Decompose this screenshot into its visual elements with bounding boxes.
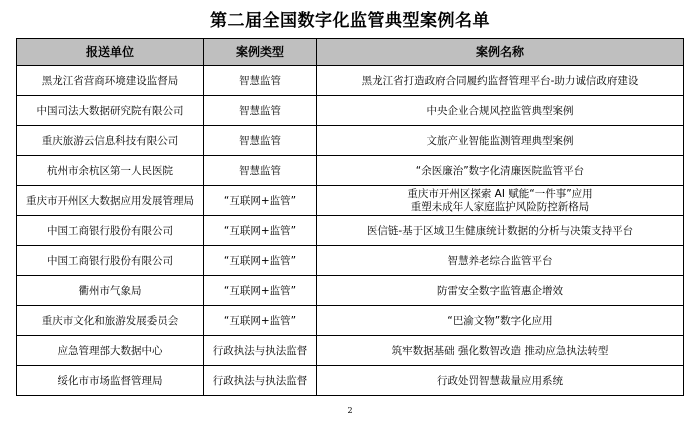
cell-case-type: 智慧监管 (204, 156, 317, 186)
cell-reporting-unit: 重庆市开州区大数据应用发展管理局 (17, 186, 204, 216)
table-row (17, 216, 684, 246)
cell-reporting-unit: 黑龙江省营商环境建设监督局 (17, 66, 204, 96)
cell-reporting-unit: 杭州市余杭区第一人民医院 (17, 156, 204, 186)
cell-case-name: 中央企业合规风控监管典型案例 (317, 96, 684, 126)
table-row (17, 246, 684, 276)
cell-case-type: “互联网+监管” (204, 306, 317, 336)
table-row (17, 156, 684, 186)
cell-case-name: “巴渝文物”数字化应用 (317, 306, 684, 336)
table-header (17, 39, 684, 66)
cell-reporting-unit: 重庆旅游云信息科技有限公司 (17, 126, 204, 156)
cell-case-type: 行政执法与执法监督 (204, 366, 317, 396)
cell-case-type: 智慧监管 (204, 126, 317, 156)
cell-case-type: “互联网+监管” (204, 216, 317, 246)
table-row (17, 96, 684, 126)
cell-reporting-unit: 应急管理部大数据中心 (17, 336, 204, 366)
table-row (17, 186, 684, 216)
cell-case-name: “余医廉治”数字化清廉医院监管平台 (317, 156, 684, 186)
cell-reporting-unit: 中国司法大数据研究院有限公司 (17, 96, 204, 126)
table-row (17, 366, 684, 396)
case-name-line: 重塑未成年人家庭监护风险防控新格局 (410, 200, 590, 213)
cell-case-name: 防雷安全数字监管惠企增效 (317, 276, 684, 306)
cell-case-name: 医信链-基于区域卫生健康统计数据的分析与决策支持平台 (317, 216, 684, 246)
cell-case-name: 黑龙江省打造政府合同履约监督管理平台-助力诚信政府建设 (317, 66, 684, 96)
case-name-line: 重庆市开州区探索 AI 赋能“一件事”应用 (407, 187, 593, 200)
table-row (17, 336, 684, 366)
cell-case-type: “互联网+监管” (204, 246, 317, 276)
cell-case-type: 行政执法与执法监督 (204, 336, 317, 366)
cell-case-name: 文旅产业智能监测管理典型案例 (317, 126, 684, 156)
table-row (17, 126, 684, 156)
table-row (17, 276, 684, 306)
header-reporting-unit: 报送单位 (17, 39, 204, 66)
table-row (17, 66, 684, 96)
cell-reporting-unit: 中国工商银行股份有限公司 (17, 216, 204, 246)
cell-case-type: “互联网+监管” (204, 276, 317, 306)
table-row (17, 306, 684, 336)
table-header-row (17, 39, 684, 66)
cell-reporting-unit: 中国工商银行股份有限公司 (17, 246, 204, 276)
cell-case-type: 智慧监管 (204, 66, 317, 96)
table-body (17, 66, 684, 396)
header-case-name: 案例名称 (317, 39, 684, 66)
document-title: 第二届全国数字化监管典型案例名单 (210, 11, 490, 31)
cell-reporting-unit: 衢州市气象局 (17, 276, 204, 306)
cell-reporting-unit: 绥化市市场监督管理局 (17, 366, 204, 396)
cell-case-name: 智慧养老综合监管平台 (317, 246, 684, 276)
header-case-type: 案例类型 (204, 39, 317, 66)
page-number: 2 (347, 406, 353, 415)
cell-case-name: 行政处罚智慧裁量应用系统 (317, 366, 684, 396)
case-list-table (16, 38, 684, 396)
cell-case-type: 智慧监管 (204, 96, 317, 126)
cell-case-name (317, 186, 684, 216)
cell-reporting-unit: 重庆市文化和旅游发展委员会 (17, 306, 204, 336)
cell-case-name: 筑牢数据基础 强化数智改造 推动应急执法转型 (317, 336, 684, 366)
cell-case-type: “互联网+监管” (204, 186, 317, 216)
